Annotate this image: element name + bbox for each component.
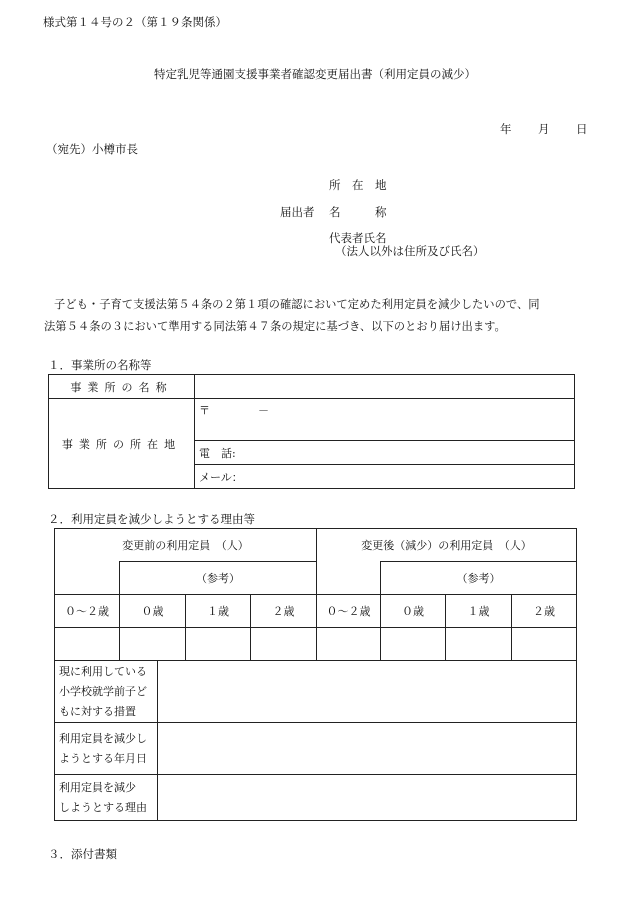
after-capacity-header: 変更後（減少）の利用定員 （人） — [317, 529, 577, 562]
after-value-0[interactable] — [381, 628, 446, 661]
after-value-all[interactable] — [317, 628, 381, 661]
body-line-1: 子ども・子育て支援法第５４条の２第１項の確認において定めた利用定員を減少したいので、同 — [54, 298, 540, 311]
applicant-label: 届出者 — [280, 205, 315, 219]
applicant-rep-label: 代表者氏名 — [329, 231, 387, 245]
measures-label: 現に利用している 小学校就学前子ど もに対する措置 — [55, 661, 158, 723]
before-capacity-header: 変更前の利用定員 （人） — [55, 529, 317, 562]
capacity-table — [54, 528, 577, 821]
before-age0: ０歳 — [120, 595, 186, 628]
postal-mark: 〒 — [199, 404, 210, 417]
facility-phone-field[interactable] — [195, 441, 575, 465]
after-value-2[interactable] — [512, 628, 577, 661]
reduction-date-label: 利用定員を減少し ようとする年月日 — [55, 723, 158, 775]
email-label: メール： — [199, 470, 243, 484]
applicant-rep-note: （法人以外は住所及び氏名） — [335, 244, 485, 258]
before-age-all: ０～２歳 — [55, 595, 120, 628]
facility-location-label: 事業所の所在地 — [49, 399, 195, 489]
reduction-date-field[interactable] — [158, 723, 577, 775]
after-value-1[interactable] — [446, 628, 512, 661]
before-value-1[interactable] — [186, 628, 251, 661]
date-year: 年 — [500, 122, 512, 136]
postal-dash: － — [258, 404, 269, 417]
applicant-name-label: 名 称 — [329, 205, 387, 219]
addressee: （宛先）小樽市長 — [46, 142, 138, 156]
section3-heading: ３．添付書類 — [48, 847, 117, 861]
section2-heading: ２．利用定員を減少しようとする理由等 — [48, 512, 255, 526]
after-age1: １歳 — [446, 595, 512, 628]
date-month: 月 — [538, 122, 550, 136]
before-age2: ２歳 — [251, 595, 317, 628]
facility-table — [48, 374, 575, 489]
before-value-all[interactable] — [55, 628, 120, 661]
measures-field[interactable] — [158, 661, 577, 723]
body-line-2: 法第５４条の３において準用する同法第４７条の規定に基づき、以下のとおり届け出ます。 — [44, 320, 506, 333]
phone-label: 電 話: — [199, 446, 236, 460]
before-age1: １歳 — [186, 595, 251, 628]
after-age2: ２歳 — [512, 595, 577, 628]
section1-heading: １．事業所の名称等 — [48, 358, 152, 372]
applicant-address-label: 所 在 地 — [329, 178, 387, 192]
facility-name-label: 事業所の名称 — [49, 375, 195, 399]
facility-email-field[interactable] — [195, 465, 575, 489]
date-day: 日 — [576, 122, 588, 136]
facility-postal-field[interactable] — [195, 399, 575, 441]
before-blank — [55, 562, 120, 595]
after-ref-label: （参考） — [381, 562, 577, 595]
before-ref-label: （参考） — [120, 562, 317, 595]
before-value-0[interactable] — [120, 628, 186, 661]
reduction-reason-label: 利用定員を減少 しようとする理由 — [55, 775, 158, 821]
reduction-reason-field[interactable] — [158, 775, 577, 821]
before-value-2[interactable] — [251, 628, 317, 661]
facility-name-field[interactable] — [195, 375, 575, 399]
after-age0: ０歳 — [381, 595, 446, 628]
document-title: 特定乳児等通園支援事業者確認変更届出書（利用定員の減少） — [154, 67, 476, 81]
form-number: 様式第１４号の２（第１９条関係） — [43, 15, 227, 29]
after-age-all: ０～２歳 — [317, 595, 381, 628]
after-blank — [317, 562, 381, 595]
